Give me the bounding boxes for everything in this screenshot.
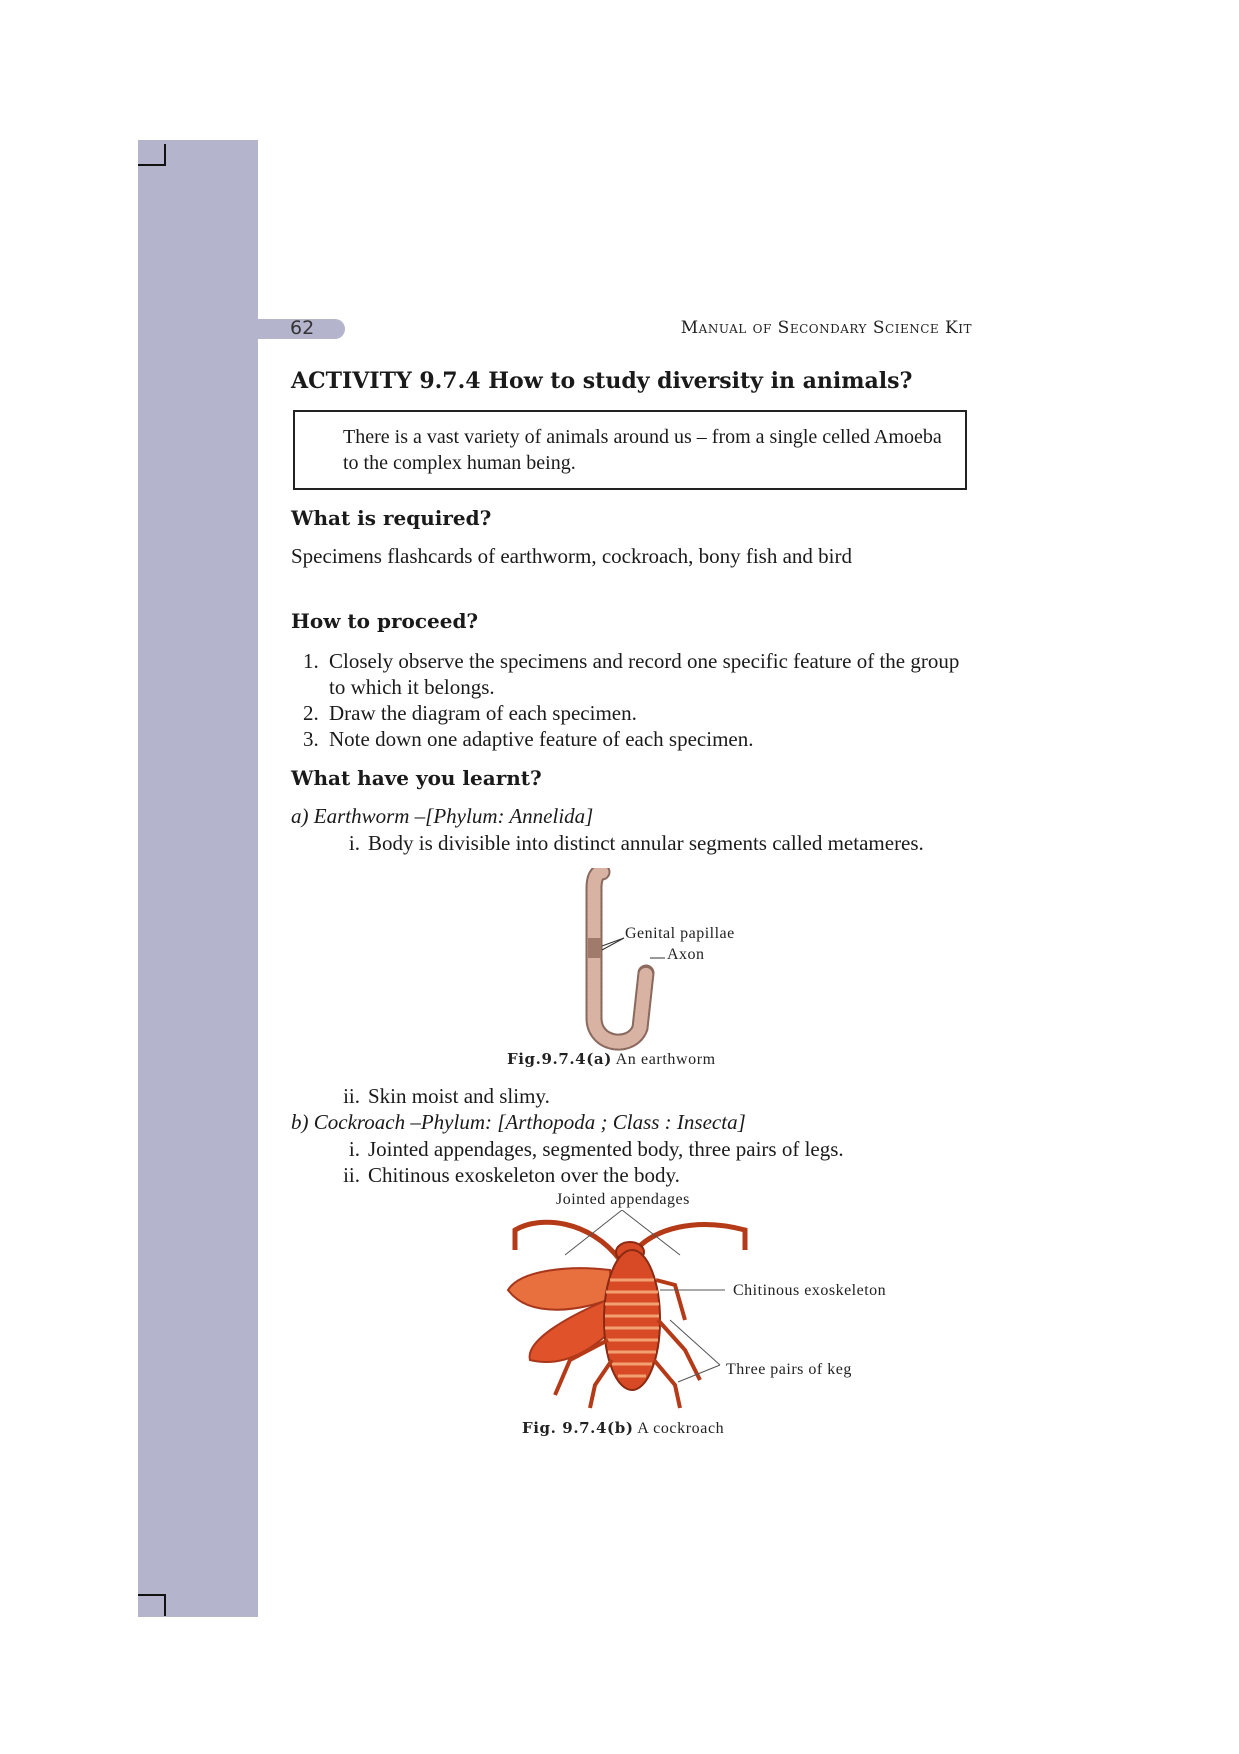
point-text: Body is divisible into distinct annular segments called metameres.: [368, 831, 924, 855]
caption-number: Fig.9.7.4(a): [507, 1050, 612, 1068]
antenna-right: [628, 1225, 745, 1260]
leader-genital-papillae-2: [602, 938, 624, 950]
label-three-pairs: Three pairs of keg: [726, 1361, 852, 1378]
page-margin-band: [138, 140, 258, 1617]
step-item: [291, 726, 969, 752]
earthworm-title: a) Earthworm –[Phylum: Annelida]: [291, 804, 594, 828]
caption-text: An earthworm: [611, 1051, 716, 1068]
point-number: ii.: [343, 1084, 360, 1108]
required-heading: What is required?: [291, 506, 492, 530]
caption-text: A cockroach: [633, 1420, 725, 1437]
crop-mark-top: [138, 144, 166, 166]
figure-caption-cockroach: [522, 1419, 724, 1438]
intro-box: [293, 410, 967, 490]
proceed-steps: [291, 648, 969, 752]
label-axon: Axon: [667, 946, 705, 963]
label-chitinous-exoskeleton: Chitinous exoskeleton: [733, 1282, 887, 1299]
activity-title: ACTIVITY 9.7.4 How to study diversity in animals?: [291, 368, 913, 394]
crop-mark-bottom: [138, 1594, 166, 1616]
step-number: 1.: [303, 649, 319, 673]
step-item: [291, 700, 969, 726]
intro-text: There is a vast variety of animals around us – from a single celled Amoeba to the complex human being.: [343, 426, 942, 474]
point-text: Chitinous exoskeleton over the body.: [368, 1163, 680, 1187]
cockroach-point-1: [330, 1136, 980, 1162]
proceed-heading: How to proceed?: [291, 609, 479, 633]
label-jointed-appendages: Jointed appendages: [556, 1191, 690, 1208]
step-text: Draw the diagram of each specimen.: [329, 701, 637, 725]
step-number: 3.: [303, 727, 319, 751]
point-text: Jointed appendages, segmented body, three pairs of legs.: [368, 1137, 844, 1161]
earthworm-point-2: [330, 1083, 970, 1109]
point-number: i.: [348, 831, 360, 855]
leader-appendages-1: [565, 1210, 622, 1255]
point-number: ii.: [343, 1163, 360, 1187]
figure-caption-earthworm: [507, 1050, 716, 1069]
page-number: 62: [290, 317, 315, 339]
cockroach-abdomen: [604, 1250, 660, 1390]
learnt-heading: What have you learnt?: [291, 766, 542, 790]
step-item: [291, 648, 969, 700]
label-genital-papillae: Genital papillae: [625, 925, 735, 942]
point-number: i.: [348, 1137, 360, 1161]
cockroach-title: b) Cockroach –Phylum: [Arthopoda ; Class : Insecta]: [291, 1110, 746, 1134]
step-text: Note down one adaptive feature of each specimen.: [329, 727, 754, 751]
leader-genital-papillae: [602, 938, 624, 946]
caption-number: Fig. 9.7.4(b): [522, 1419, 634, 1437]
clitellum: [588, 938, 601, 958]
cockroach-point-2: [330, 1162, 970, 1188]
cockroach-figure: [500, 1210, 760, 1410]
step-number: 2.: [303, 701, 319, 725]
antenna-left: [515, 1222, 620, 1260]
required-text: Specimens flashcards of earthworm, cockroach, bony fish and bird: [291, 544, 852, 568]
running-head: Manual of Secondary Science Kit: [680, 318, 972, 338]
step-text: Closely observe the specimens and record one specific feature of the group to which it belongs.: [329, 649, 960, 699]
point-text: Skin moist and slimy.: [368, 1084, 550, 1108]
